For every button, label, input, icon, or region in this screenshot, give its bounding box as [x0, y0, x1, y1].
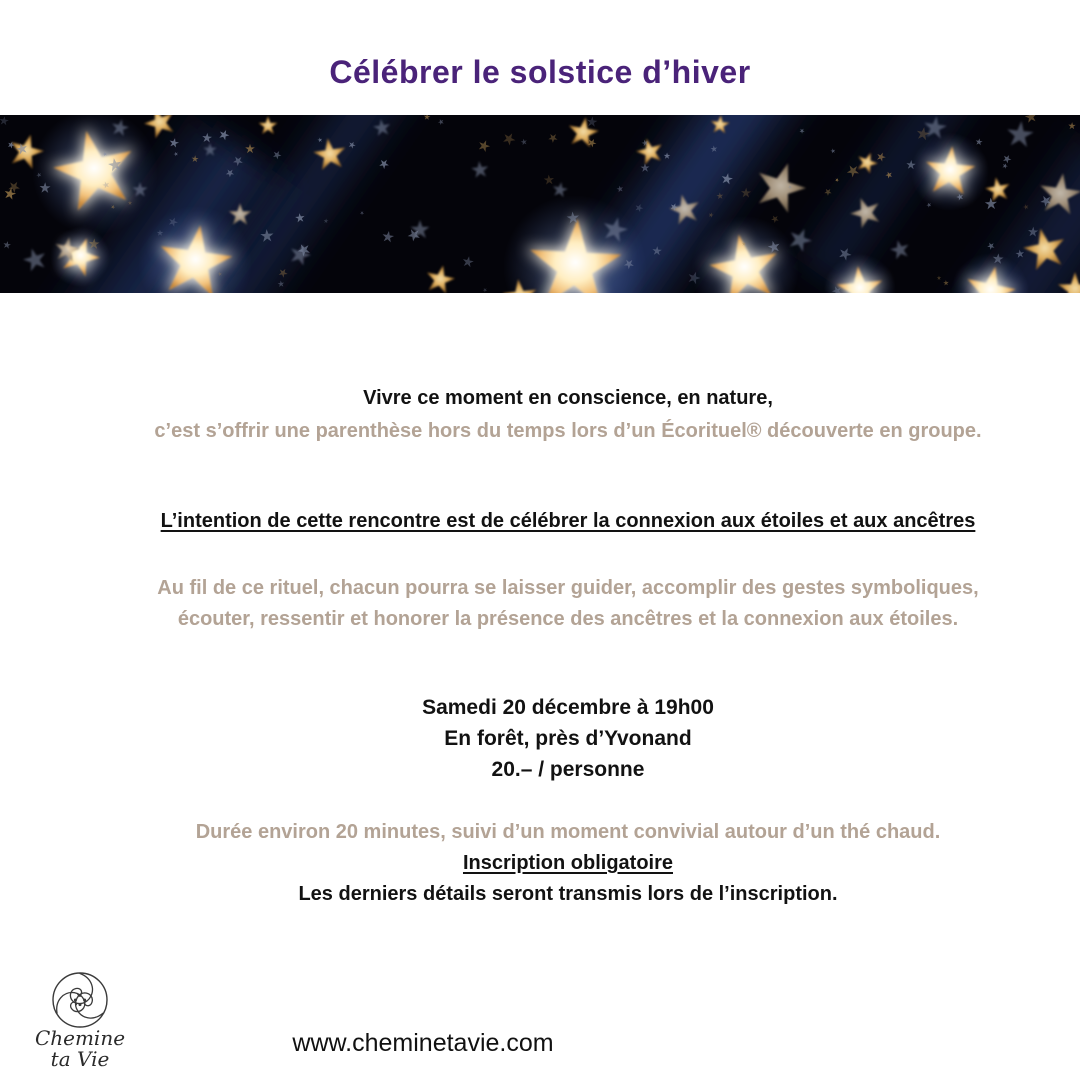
ritual-line-2: écouter, ressentir et honorer la présence des ancêtres et la connexion aux étoiles. [177, 608, 959, 630]
event-place: En forêt, près d’Yvonand [444, 727, 692, 750]
event-price: 20.– / personne [491, 758, 645, 781]
details-line: Les derniers détails seront transmis lors de l’inscription. [298, 883, 838, 905]
intro-line-1: Vivre ce moment en conscience, en nature, [363, 387, 773, 409]
intro-line-2: c’est s’offrir une parenthèse hors du temps lors d’un Écorituel® découverte en groupe. [154, 420, 982, 442]
stars-image [0, 115, 1080, 293]
event-date: Samedi 20 décembre à 19h00 [422, 696, 714, 719]
logo [25, 968, 135, 1070]
page-title: Célébrer le solstice d’hiver [329, 54, 751, 90]
ritual-line-1: Au fil de ce rituel, chacun pourra se laisser guider, accomplir des gestes symboliques, [157, 577, 979, 599]
intention-line: L’intention de cette rencontre est de célébrer la connexion aux étoiles et aux ancêtres [160, 510, 976, 532]
website-url: www.cheminetavie.com [292, 1029, 554, 1057]
logo-text-line1: Chemine [34, 1026, 126, 1050]
registration-line: Inscription obligatoire [462, 852, 673, 874]
logo-text-line2: ta Vie [50, 1047, 110, 1071]
star-banner [0, 115, 1080, 293]
duration-line: Durée environ 20 minutes, suivi d’un moment convivial autour d’un thé chaud. [195, 821, 941, 843]
logo-swirl-icon [48, 968, 112, 1032]
